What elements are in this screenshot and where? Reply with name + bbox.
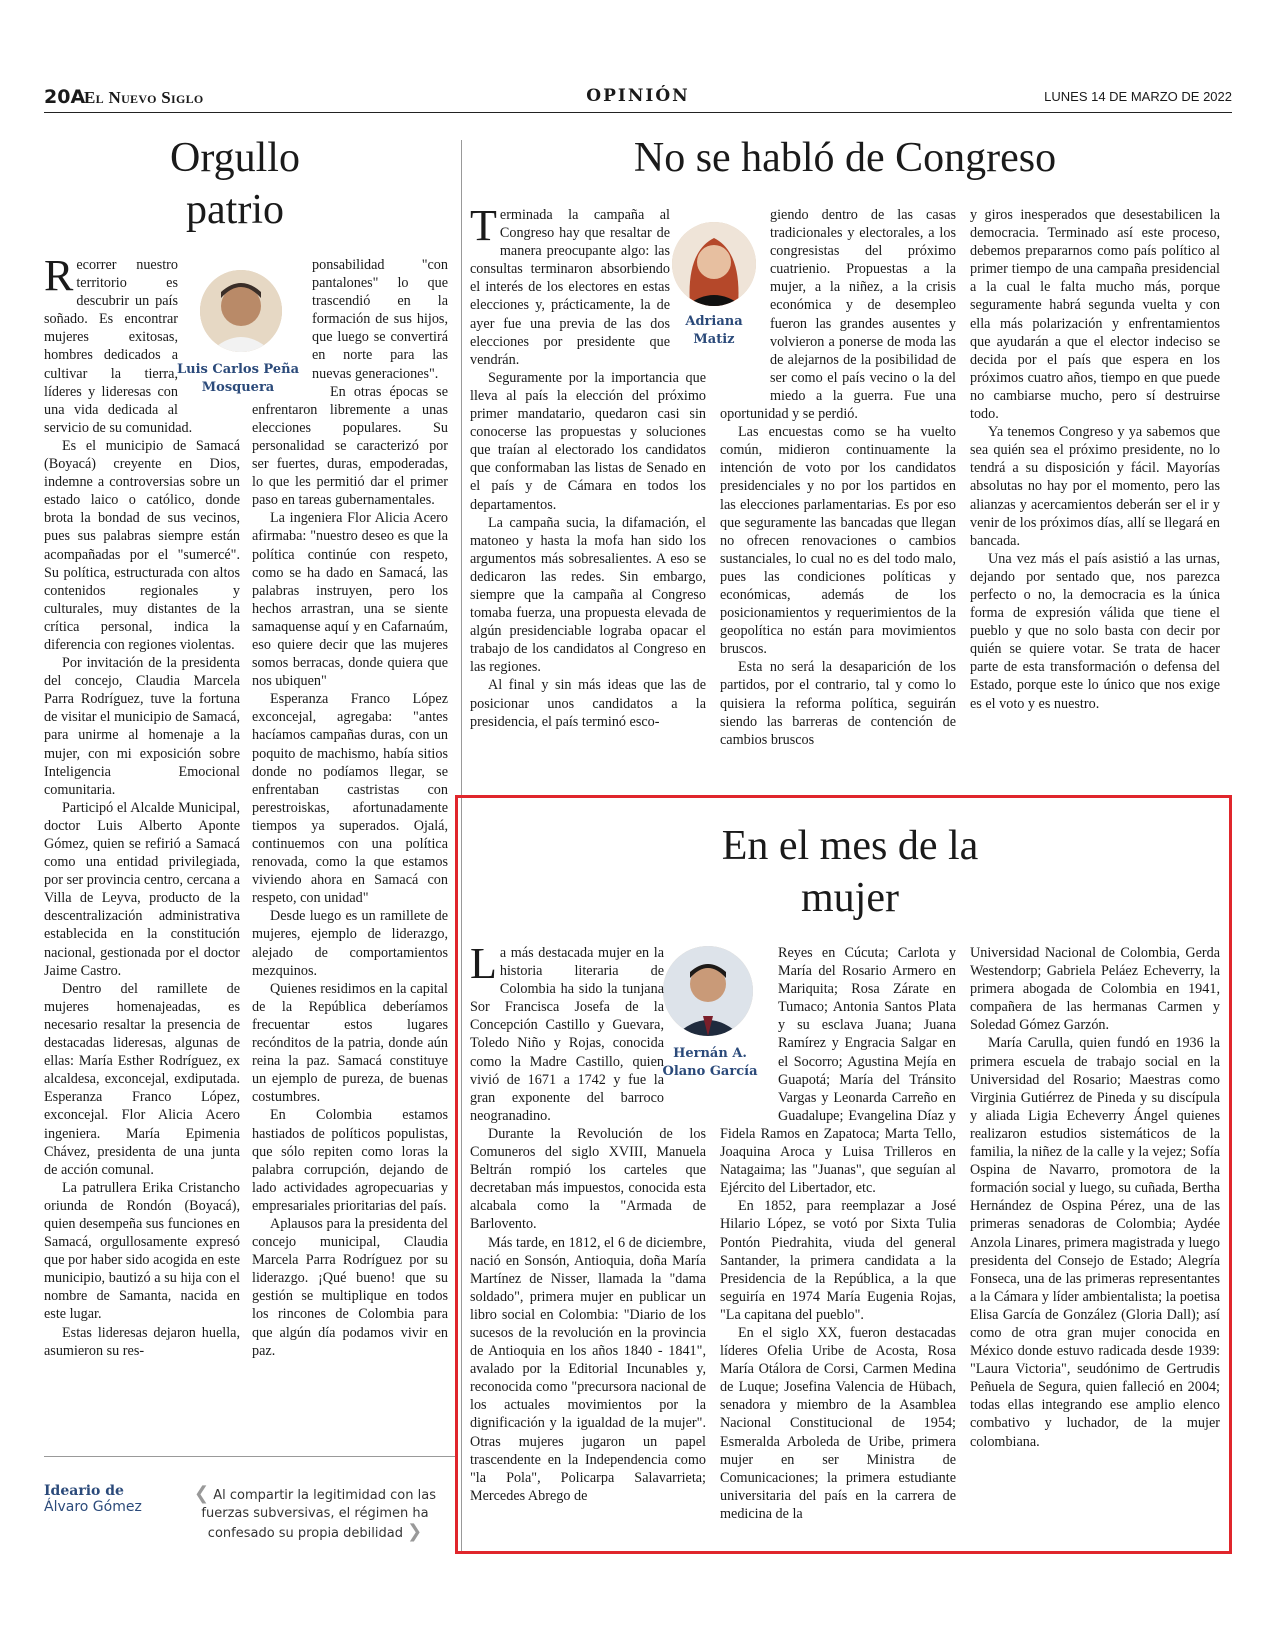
section-name: OPINIÓN — [586, 86, 690, 106]
article2-paragraph: y giros inesperados que desestabilicen la democracia. Terminado así este proceso, debemos prepararnos como país político al primer tiempo de una campaña presidencial a la cual le falta mucho más, porque seguramente habrá segunda vuelta y con ella más polarización y enfrentamientos que ayudarán a que el elector indeciso se decida por el país que espera en los próximos cuatro años, tiempo en que puede no cambiarse mucho, pero sí destruirse todo. — [970, 207, 1220, 423]
article1-paragraph: Es el municipio de Samacá (Boyacá) creyente en Dios, indemne a controversias sobre un estado laico o católico, donde brota la bondad de sus vecinos, pues sus palabras siempre están acompañadas por el "sumercé". Su política, estructurada con altos contenidos regionales y culturales, muy distantes de la crítica personal, indica la diferencia con regiones violentas. — [44, 437, 240, 653]
article3-paragraph: Durante la Revolución de los Comuneros del siglo XVIII, Manuela Beltrán rompió los carteles que decretaban más impuestos, conocida esta alcabala como la "Armada de Barlovento. — [470, 1125, 706, 1233]
author-byline-pena: Luis Carlos Peña Mosquera — [176, 362, 300, 395]
photo-wrap-spacer — [664, 944, 706, 1119]
ideario-label-line2: Álvaro Gómez — [44, 1499, 142, 1515]
article3-column-1 — [470, 939, 706, 1505]
ideario-quote-text: Al compartir la legitimidad con las fuerzas subversivas, el régimen ha confesado su propia debilidad — [201, 1488, 436, 1541]
article1-paragraph: Quienes residimos en la capital de la República deberíamos frecuentar estos lugares recónditos de la patria, donde aún reina la paz. Samacá constituye un ejemplo de pureza, de buenas costumbres. — [252, 980, 448, 1106]
article3-paragraph: Universidad Nacional de Colombia, Gerda Westendorp; Gabriela Peláez Echeverry, la primera abogada de Colombia en 1941, compañera de las hermanas Carmen y Soledad Gómez Garzón. — [970, 945, 1220, 1034]
article1-column-2 — [252, 256, 448, 1360]
author-byline-olano: Hernán A. Olano García — [662, 1046, 758, 1079]
close-quote-icon: ❯ — [407, 1521, 423, 1542]
article3-paragraph: La más destacada mujer en la historia literaria de Colombia ha sido la tunjana Sor Francisca Josefa de la Concepción Castillo y Guevara, Toledo Niño y Rojas, conocida como la Madre Castillo, quien vivió de 1671 a 1742 y fue la gran exponente del barroco neogranadino. — [470, 939, 664, 1124]
author-byline-matiz: Adriana Matiz — [685, 314, 743, 347]
issue-date: LUNES 14 DE MARZO DE 2022 — [1044, 89, 1232, 104]
page-header — [44, 86, 1232, 112]
article1-paragraph: Estas lideresas dejaron huella, asumieron su res- — [44, 1324, 240, 1359]
photo-wrap-spacer — [178, 256, 240, 416]
dropcap: T — [470, 201, 497, 250]
article1-paragraph: En Colombia estamos hastiados de políticos populistas, que sólo repiten como loras la palabra corrupción, dejando de lado actividades agropecuarias y empresariales prioritarias del país. — [252, 1107, 448, 1214]
article1-column-1 — [44, 251, 240, 1360]
article2-paragraph: La campaña sucia, la difamación, el matoneo y hasta la mofa han sido los argumentos más sobresalientes. A eso se dedicaron las redes. Sin embargo, siempre que la campaña al Congreso tomaba fuerza, una propuesta elevada de algún presidenciable lograba opacar el trabajo de los candidatos al Congreso en las regiones. — [470, 514, 706, 676]
article1-paragraph: Esperanza Franco López exconcejal, agregaba: "antes hacíamos campañas duras, con un poquito de machismo, había sitios donde no podíamos llegar, se enfrentaban castristas con perestroiskas, afortunadamente tiempos ya superados. Ojalá, continuemos con una política renovada, como la que estamos viviendo ahora en Samacá con respeto, con unidad" — [252, 691, 448, 907]
article2-paragraph: Al final y sin más ideas que las de posicionar unos candidatos a la presidencia, el país terminó esco- — [470, 677, 706, 730]
dropcap: R — [44, 251, 74, 300]
article3-column-3 — [970, 944, 1220, 1451]
article2-paragraph: Una vez más el país asistió a las urnas, dejando por sentado que, nos parezca perfecto o no, la democracia es la única forma de expresión válida que tiene el pueblo y que no solo basta con decir por quién se quiere votar. Se trata de hacer parte de esta transformación o defensa del Estado, porque este lo único que nos exige es el voto y es nuestro. — [970, 550, 1220, 712]
ideario-label — [44, 1483, 142, 1515]
article2-column-2 — [720, 206, 956, 749]
article3-column-2 — [720, 944, 956, 1523]
article2-paragraph: Esta no será la desaparición de los partidos, por el contrario, tal y como lo quisiera la reforma política, seguirán siendo las barreras de contención de cambios bruscos — [720, 659, 956, 748]
article2-title: No se habló de Congreso — [633, 135, 1057, 181]
article1-paragraph: ponsabilidad "con pantalones" lo que trascendió en la formación de sus hijos, que luego se convertirá en norte para las nuevas generaciones". — [312, 257, 448, 382]
page-number: 20A — [44, 86, 86, 108]
photo-wrap-spacer — [720, 944, 778, 1119]
article1-paragraph: La ingeniera Flor Alicia Acero afirmaba: "nuestro deseo es que la política continúe con respeto, como se ha dado en Samacá, las palabras instruyen, pero los hechos arrastran, una se siente samaquense aquí y en Cafarnaúm, eso quiere decir que las mujeres somos berracas, donde quiera que nos ubiquen" — [252, 510, 448, 690]
article2-paragraph: Terminada la campaña al Congreso hay que resaltar de manera preocupante algo: las consultas terminaron absorbiendo el interés de los electores en estas elecciones y, prácticamente, la de ayer fue una previa de las dos elecciones por presidente que vendrán. — [470, 201, 670, 368]
article3-paragraph: Reyes en Cúcuta; Carlota y María del Rosario Armero en Mariquita; Rosa Zárate en Tumaco; Antonia Santos Plata y su esclava Juana; Juana Ramírez y Engracia Salgar en el Socorro; Agustina Mejía en Guapotá; María del Tránsito Vargas y Leonarda Carreño en Guadalupe; Evangelina Díaz y Fidela Ramos en Zapatoca; Marta Tello, Joaquina Aroca y Luisa Trilleros en Natagaima; las "Juanas", que seguían al Ejército del Libertador, etc. — [720, 945, 956, 1197]
article3-paragraph: En el siglo XX, fueron destacadas líderes Ofelia Uribe de Acosta, Rosa María Otálora de Corsi, Carmen Medina de Luque; Josefina Valencia de Hübach, senadora y miembro de la Asamblea Nacional Constitucional de 1954; Esmeralda Arboleda de Uribe, primera mujer en ser Ministra de Comunicaciones; la primera estudiante universitaria del país en la carrera de medicina de la — [720, 1324, 956, 1522]
article3-paragraph: En 1852, para reemplazar a José Hilario López, se votó por Sixta Tulia Pontón Piedrahita, viuda del general Santander, la primera candidata a la Presidencia de la República, a la que seguiría en 1974 María Eugenia Rojas, "La capitana del pueblo". — [720, 1198, 956, 1323]
photo-wrap-spacer — [720, 206, 770, 388]
photo-wrap-spacer — [252, 256, 312, 396]
article2-paragraph: Ya tenemos Congreso y ya sabemos que sea quién sea el próximo presidente, no lo tendrá a su disposición y fácil. Mayorías absolutas no hay por el momento, pero las alianzas y acercamientos deberán ser el ir y venir de los próximos días, allí se llegará en bancada. — [970, 424, 1220, 549]
article3-paragraph: María Carulla, quien fundó en 1936 la primera escuela de trabajo social en la Universidad del Rosario; Maestras como Virginia Gutiérrez de Pineda y su discípula y aliada Ligia Echeverry Ángel quienes realizaron estudios sistemáticos de la familia, la niñez de la calle y la vejez; Sofía Ospina de Navarro, promotora de la formación social y luego, su cuñada, Bertha Hernández de Ospina Pérez, una de las primeras senadoras de Colombia; Aydée Anzola Linares, primera magistrada y luego presidenta del Consejo de Estado; Alegría Fonseca, una de las primeras representantes a la Cámara y líder ambientalista; la poetisa Elisa García de González (Gloria Dall); así como de otra gran mujer conocida en México donde estuvo radicada desde 1939: "Laura Victoria", seudónimo de Gertrudis Peñuela de Segura, quien falleció en 2004; todas ellas integrando ese amplio elenco combativo y luchador, de la mujer colombiana. — [970, 1035, 1220, 1450]
ideario-divider — [44, 1456, 456, 1457]
dropcap: L — [470, 939, 497, 988]
article1-paragraph: Por invitación de la presidenta del concejo, Claudia Marcela Parra Rodríguez, tuve la fortuna de visitar el municipio de Samacá, para unirme al homenaje a la mujer, con mi exposición sobre Inteligencia Emocional comunitaria. — [44, 655, 240, 798]
article1-paragraph: Desde luego es un ramillete de mujeres, ejemplo de liderazgo, alejado de comportamientos mezquinos. — [252, 908, 448, 979]
article1-paragraph: Dentro del ramillete de mujeres homenajeadas, es necesario resaltar la presencia de destacadas lideresas, algunas de ellas: María Esther Rodríguez, ex alcaldesa, exconcejal, exdiputada. Esperanza Franco López, exconcejal. Flor Alicia Acero ingeniera. María Epimenia Chávez, presidenta de una junta de acción comunal. — [44, 980, 240, 1178]
open-quote-icon: ❮ — [194, 1483, 210, 1504]
article1-title: Orgullo patrio — [170, 135, 300, 233]
article2-paragraph: Las encuestas como se ha vuelto común, midieron continuamente la intención de voto por los candidatos presidenciales y no por los partidos en las elecciones parlamentarias. Es por eso que seguramente las bancadas que llegan no ofrecen renovaciones o cambios sustanciales, lo cual no es del todo malo, pues las condiciones políticas y económicas, además de los posicionamientos y requerimientos de la geopolítica no están para movimientos bruscos. — [720, 424, 956, 658]
article1-paragraph: Aplausos para la presidenta del concejo municipal, Claudia Marcela Parra Rodríguez por su liderazgo. ¡Qué bueno! que su gestión se multiplique en todos los rincones de Colombia para que algún día podamos vivir en paz. — [252, 1215, 448, 1359]
article1-paragraph: Recorrer nuestro territorio es descubrir un país soñado. Es encontrar mujeres exitosas, hombres dedicados a cultivar la tierra, líderes y lideresas con una vida dedicada al servicio de su comunidad. — [44, 251, 193, 436]
article1-paragraph: La patrullera Erika Cristancho oriunda de Rondón (Boyacá), quien desempeña sus funciones en Samacá, orgullosamente expresó que por haber sido acogida en este municipio, bautizó a su hija con el nombre de Samanta, nacida en este lugar. — [44, 1179, 240, 1323]
newspaper-name: El Nuevo Siglo — [84, 88, 204, 107]
ideario-quote — [180, 1485, 450, 1543]
article1-paragraph: En otras épocas se enfrentaron libremente a unas elecciones populares. Su personalidad se caracterizó por ser fuertes, duras, empoderadas, lo que les permitió dar el primer paso en tareas gubernamentales. — [252, 383, 448, 509]
article2-column-3 — [970, 206, 1220, 713]
article3-title: En el mes de la mujer — [721, 823, 979, 921]
article2-paragraph: Seguramente por la importancia que lleva al país la elección del próximo primer mandatario, quedaron casi sin conocerse las propuestas y soluciones que traían al electorado los candidatos que conformaban las listas de Senado en el país y de Cámara en todos los departamentos. — [470, 369, 706, 513]
article1-paragraph: Participó el Alcalde Municipal, doctor Luis Alberto Aponte Gómez, quien se refirió a Samacá como una entidad privilegiada, por ser provincia centro, cercana a Villa de Leyva, producto de la descentralización administrativa establecida en la constitución nacional, gestionada por el doctor Jaime Castro. — [44, 799, 240, 979]
article2-paragraph: giendo dentro de las casas tradicionales y electorales, a los congresistas del próximo cuatrienio. Propuestas a la mujer, a la niñez, a la crisis económica y de desempleo fueron las grandes ausentes y volvieron a ponerse de moda las de alejarnos de la posibilidad de ser como el país vecino o la del miedo a la guerra. Fue una oportunidad y se perdió. — [720, 207, 956, 423]
article3-paragraph: Más tarde, en 1812, el 6 de diciembre, nació en Sonsón, Antioquia, doña María Martínez de Nisser, llamada la "dama soldado", primera mujer en publicar un libro social en Colombia: "Diario de los sucesos de la revolución en la provincia de Antioquia en los años 1840 - 1841", avalado por la Editorial Incunables y, reconocida como "precursora nacional de los actuales movimientos por la dignificación y la igualdad de la mujer". Otras mujeres jugaron un papel trascendente en la Independencia como "la Pola", Policarpa Salavarrieta; Mercedes Abrego de — [470, 1234, 706, 1504]
photo-wrap-spacer — [670, 206, 706, 361]
ideario-label-line1: Ideario de — [44, 1483, 124, 1499]
header-rule — [44, 112, 1232, 113]
article2-column-1 — [470, 201, 706, 731]
